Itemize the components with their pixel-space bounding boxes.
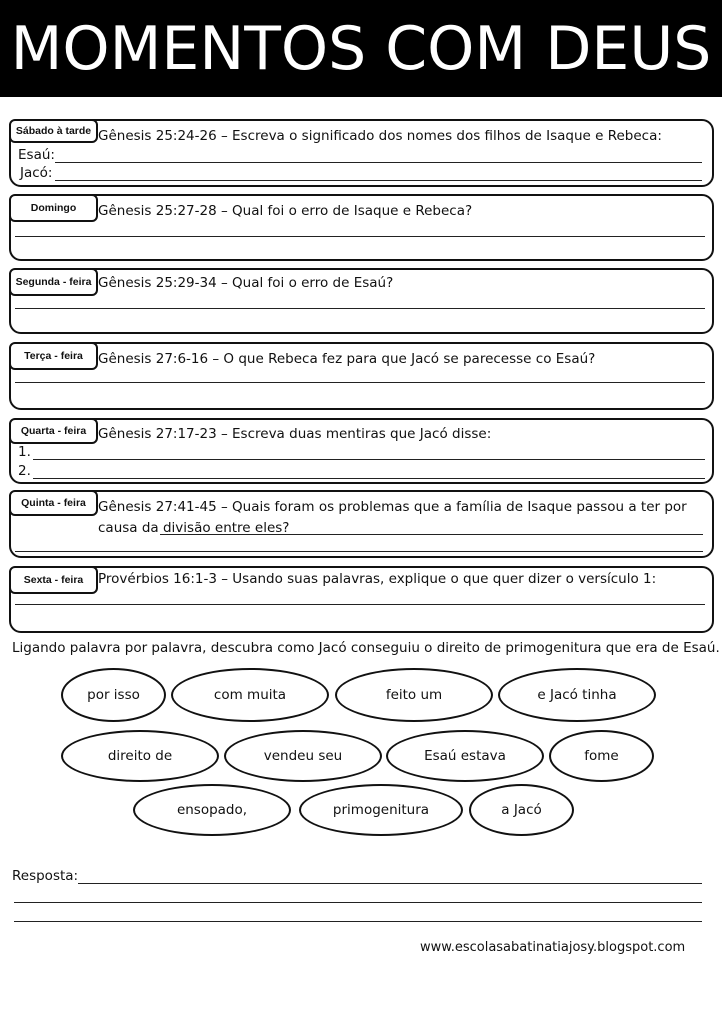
word-oval[interactable]: e Jacó tinha	[498, 668, 656, 722]
answer-line-jaco[interactable]	[55, 180, 702, 181]
answer-line-2[interactable]	[33, 478, 705, 479]
answer-line-extra-2[interactable]	[14, 921, 702, 922]
answer-line-quinta-a[interactable]	[160, 534, 703, 535]
answer-line-quinta-b[interactable]	[15, 551, 703, 552]
day-label-sexta: Sexta - feira	[9, 566, 98, 594]
day-label-terca: Terça - feira	[9, 342, 98, 370]
field-label-2: 2.	[18, 463, 31, 479]
day-label-quarta: Quarta - feira	[9, 418, 98, 444]
answer-line-main[interactable]	[78, 883, 702, 884]
day-label-quinta: Quinta - feira	[9, 490, 98, 516]
word-oval[interactable]: Esaú estava	[386, 730, 544, 782]
answer-line-esau[interactable]	[55, 162, 702, 163]
question-terca: Gênesis 27:6-16 – O que Rebeca fez para que Jacó se parecesse co Esaú?	[98, 351, 596, 367]
instruction-text: Ligando palavra por palavra, descubra como Jacó conseguiu o direito de primogenitura que era de Esaú.	[12, 640, 720, 656]
word-oval[interactable]: feito um	[335, 668, 493, 722]
answer-line-extra-1[interactable]	[14, 902, 702, 903]
answer-label: Resposta:	[12, 868, 79, 884]
day-label-sabado: Sábado à tarde	[9, 119, 98, 143]
question-segunda: Gênesis 25:29-34 – Qual foi o erro de Esaú?	[98, 275, 394, 291]
question-sexta: Provérbios 16:1-3 – Usando suas palavras, explique o que quer dizer o versículo 1:	[98, 571, 657, 587]
field-label-jaco: Jacó:	[20, 165, 53, 181]
word-oval[interactable]: primogenitura	[299, 784, 463, 836]
word-oval[interactable]: por isso	[61, 668, 166, 722]
question-domingo: Gênesis 25:27-28 – Qual foi o erro de Isaque e Rebeca?	[98, 203, 473, 219]
word-oval[interactable]: fome	[549, 730, 654, 782]
word-oval[interactable]: com muita	[171, 668, 329, 722]
day-label-segunda: Segunda - feira	[9, 268, 98, 296]
question-quinta: Gênesis 27:41-45 – Quais foram os problemas que a família de Isaque passou a ter por causa da divisão entre eles?	[98, 499, 687, 536]
footer-url: www.escolasabatinatiajosy.blogspot.com	[420, 940, 686, 955]
day-label-domingo: Domingo	[9, 194, 98, 222]
word-oval[interactable]: a Jacó	[469, 784, 574, 836]
question-sabado: Gênesis 25:24-26 – Escreva o significado dos nomes dos filhos de Isaque e Rebeca:	[98, 128, 662, 144]
answer-line-sexta[interactable]	[15, 604, 705, 605]
answer-line-1[interactable]	[33, 459, 705, 460]
field-label-esau: Esaú:	[18, 147, 55, 163]
word-oval[interactable]: ensopado,	[133, 784, 291, 836]
answer-line-segunda[interactable]	[15, 308, 705, 309]
field-label-1: 1.	[18, 444, 31, 460]
page-title: MOMENTOS COM DEUS	[0, 0, 722, 97]
answer-line-domingo[interactable]	[15, 236, 705, 237]
question-quarta: Gênesis 27:17-23 – Escreva duas mentiras que Jacó disse:	[98, 426, 492, 442]
answer-line-terca[interactable]	[15, 382, 705, 383]
word-oval[interactable]: direito de	[61, 730, 219, 782]
word-oval[interactable]: vendeu seu	[224, 730, 382, 782]
